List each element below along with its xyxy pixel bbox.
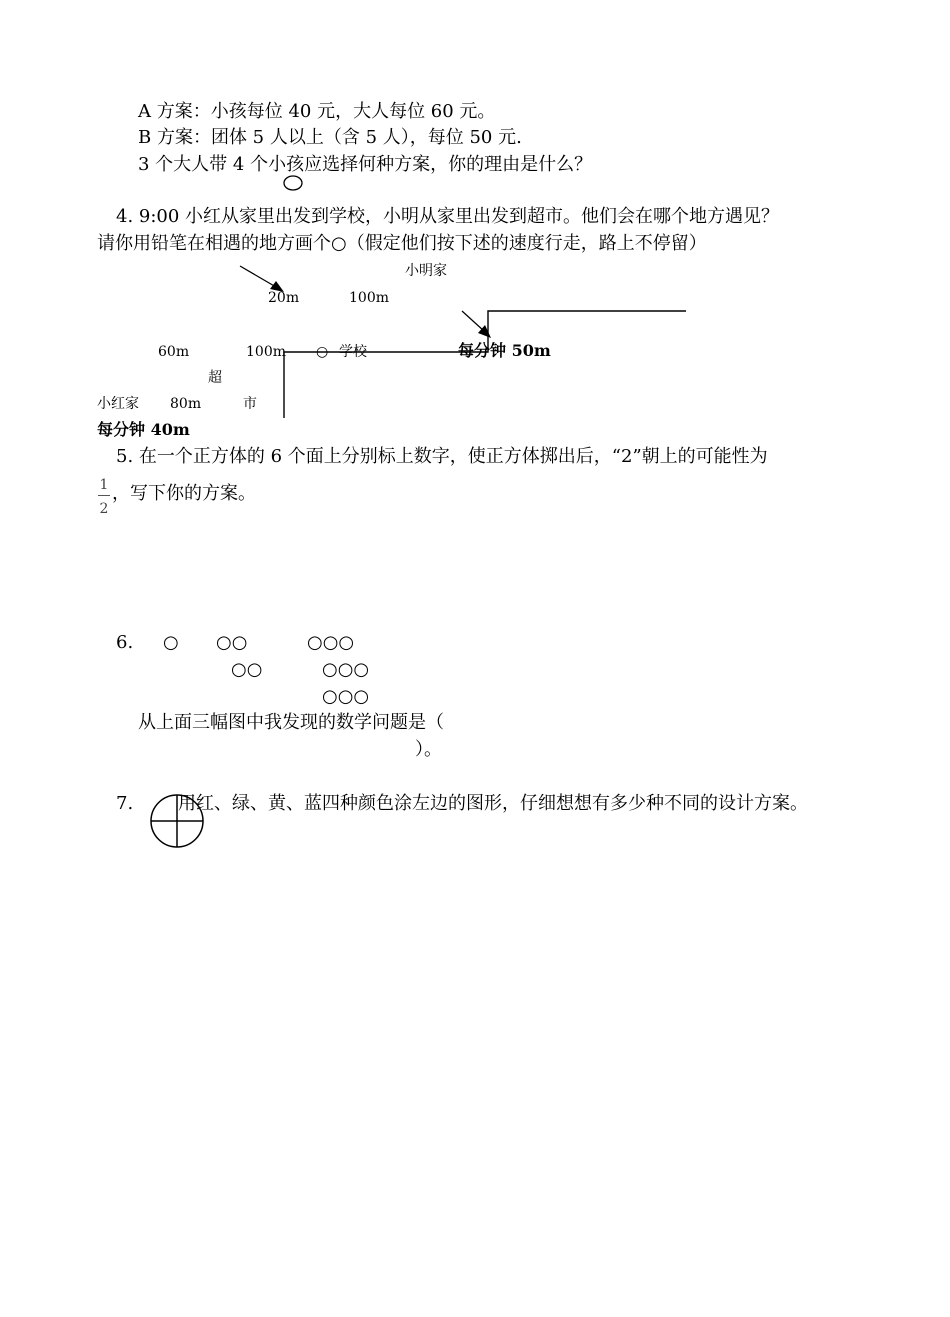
arrow-icon-right bbox=[462, 311, 491, 338]
fraction-denominator: 2 bbox=[99, 501, 109, 517]
q5-line1: 5. 在一个正方体的 6 个面上分别标上数字，使正方体掷出后，“2”朝上的可能性为 bbox=[116, 446, 768, 467]
circles-fig1-row1: ○ bbox=[163, 632, 179, 653]
q7-text: 用红、绿、黄、蓝四种颜色涂左边的图形，仔细想想有多少种不同的设计方案。 bbox=[178, 793, 808, 814]
q6-close: ）。 bbox=[415, 739, 442, 760]
label-school: 学校 bbox=[339, 344, 367, 360]
fraction-numerator: 1 bbox=[99, 477, 109, 493]
circles-fig3-row3: ○○○ bbox=[322, 686, 370, 707]
circles-fig2-row1: ○○ bbox=[216, 632, 248, 653]
q5-line2: ，写下你的方案。 bbox=[112, 483, 256, 504]
q4-line2: 请你用铅笔在相遇的地方画个○（假定他们按下述的速度行走，路上不停留） bbox=[97, 233, 707, 254]
label-xiaoming-home: 小明家 bbox=[405, 263, 447, 279]
label-100m-top: 100m bbox=[349, 290, 389, 306]
label-100m-mid: 100m bbox=[246, 344, 286, 360]
quartered-circle-icon bbox=[151, 795, 203, 847]
label-80m: 80m bbox=[170, 396, 202, 412]
q7-number: 7. bbox=[116, 793, 134, 814]
circles-fig3-row1: ○○○ bbox=[307, 632, 355, 653]
label-speed-40: 每分钟 40m bbox=[97, 420, 190, 439]
circles-fig2-row2: ○○ bbox=[231, 659, 263, 680]
label-speed-50: 每分钟 50m bbox=[458, 341, 551, 360]
label-supermarket-1: 超 bbox=[208, 370, 222, 386]
plan-b-text: B 方案：团体 5 人以上（含 5 人），每位 50 元. bbox=[138, 127, 522, 148]
q3-question: 3 个大人带 4 个小孩应选择何种方案，你的理由是什么？ bbox=[138, 154, 593, 175]
label-supermarket-2: 市 bbox=[243, 396, 257, 412]
arrow-icon-left bbox=[240, 266, 284, 292]
ellipse-icon bbox=[284, 176, 302, 190]
q6-number: 6. bbox=[116, 632, 134, 653]
plan-a-text: A 方案：小孩每位 40 元，大人每位 60 元。 bbox=[138, 101, 496, 122]
circles-fig3-row2: ○○○ bbox=[322, 659, 370, 680]
q6-prompt: 从上面三幅图中我发现的数学问题是（ bbox=[138, 712, 444, 733]
label-xiaohong-home: 小红家 bbox=[97, 396, 139, 412]
q4-line1: 4. 9:00 小红从家里出发到学校，小明从家里出发到超市。他们会在哪个地方遇见？ bbox=[116, 206, 780, 227]
label-20m: 20m bbox=[268, 290, 300, 306]
label-60m: 60m bbox=[158, 344, 190, 360]
school-circle-icon: ○ bbox=[316, 344, 329, 360]
